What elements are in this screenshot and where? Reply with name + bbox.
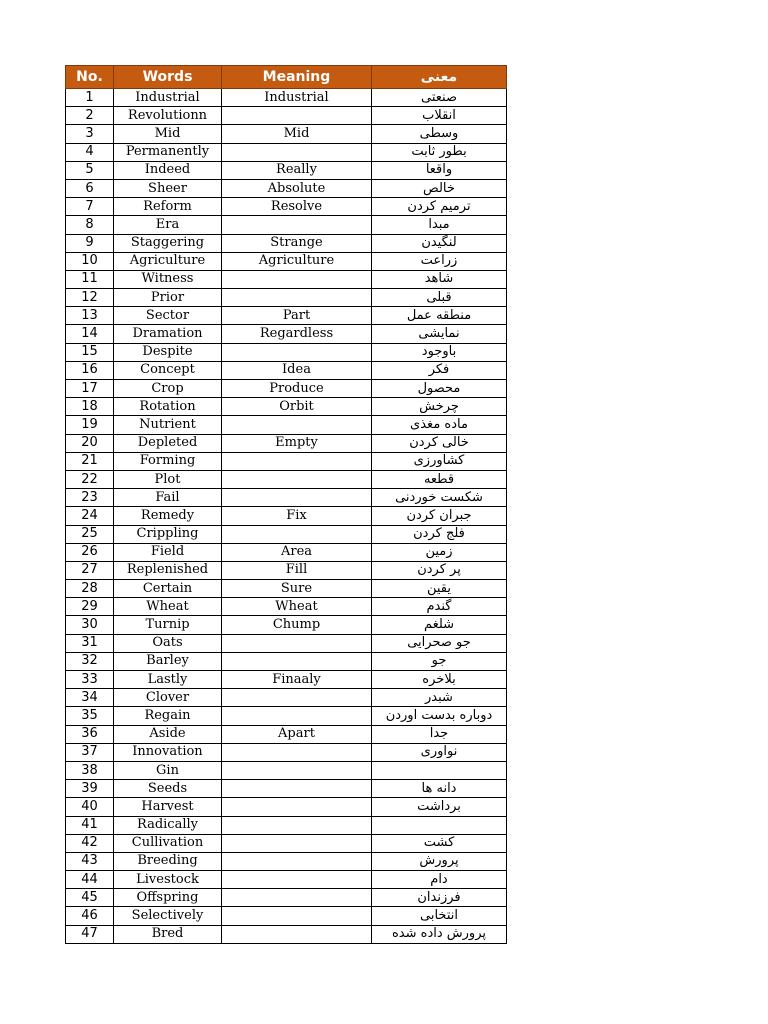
table-row: [66, 852, 507, 870]
persian-meaning-cell: یقین: [372, 580, 507, 598]
header-words: Words: [114, 66, 222, 89]
table-row: [66, 179, 507, 197]
table-row: [66, 907, 507, 925]
meaning-cell: [222, 289, 372, 307]
row-number: 21: [66, 452, 114, 470]
word-cell: Remedy: [114, 507, 222, 525]
table-row: [66, 289, 507, 307]
persian-meaning-cell: بلاخره: [372, 671, 507, 689]
row-number: 7: [66, 198, 114, 216]
table-row: [66, 361, 507, 379]
persian-meaning-cell: فرزندان: [372, 889, 507, 907]
table-row: [66, 871, 507, 889]
meaning-cell: [222, 852, 372, 870]
row-number: 16: [66, 361, 114, 379]
row-number: 31: [66, 634, 114, 652]
word-cell: Wheat: [114, 598, 222, 616]
row-number: 42: [66, 834, 114, 852]
word-cell: Rotation: [114, 398, 222, 416]
table-row: [66, 925, 507, 943]
persian-meaning-cell: منطقه عمل: [372, 307, 507, 325]
word-cell: Aside: [114, 725, 222, 743]
row-number: 20: [66, 434, 114, 452]
persian-meaning-cell: دانه ها: [372, 780, 507, 798]
persian-meaning-cell: [372, 761, 507, 779]
row-number: 29: [66, 598, 114, 616]
meaning-cell: [222, 652, 372, 670]
table-row: [66, 161, 507, 179]
table-row: [66, 525, 507, 543]
persian-meaning-cell: برداشت: [372, 798, 507, 816]
persian-meaning-cell: پر کردن: [372, 561, 507, 579]
table-row: [66, 507, 507, 525]
row-number: 37: [66, 743, 114, 761]
vocabulary-table: [65, 65, 507, 944]
meaning-cell: [222, 525, 372, 543]
persian-meaning-cell: انقلاب: [372, 107, 507, 125]
table-row: [66, 652, 507, 670]
row-number: 11: [66, 270, 114, 288]
persian-meaning-cell: جدا: [372, 725, 507, 743]
persian-meaning-cell: خالی کردن: [372, 434, 507, 452]
row-number: 22: [66, 470, 114, 488]
row-number: 45: [66, 889, 114, 907]
meaning-cell: [222, 871, 372, 889]
meaning-cell: [222, 780, 372, 798]
meaning-cell: Industrial: [222, 89, 372, 107]
meaning-cell: [222, 925, 372, 943]
persian-meaning-cell: فکر: [372, 361, 507, 379]
meaning-cell: Mid: [222, 125, 372, 143]
persian-meaning-cell: شبدر: [372, 689, 507, 707]
meaning-cell: [222, 816, 372, 834]
meaning-cell: Strange: [222, 234, 372, 252]
table-row: [66, 452, 507, 470]
table-row: [66, 671, 507, 689]
row-number: 36: [66, 725, 114, 743]
word-cell: Seeds: [114, 780, 222, 798]
word-cell: Fail: [114, 489, 222, 507]
persian-meaning-cell: زراعت: [372, 252, 507, 270]
word-cell: Mid: [114, 125, 222, 143]
table-row: [66, 616, 507, 634]
table-row: [66, 198, 507, 216]
row-number: 47: [66, 925, 114, 943]
table-row: [66, 761, 507, 779]
word-cell: Staggering: [114, 234, 222, 252]
row-number: 4: [66, 143, 114, 161]
word-cell: Forming: [114, 452, 222, 470]
meaning-cell: [222, 489, 372, 507]
table-row: [66, 561, 507, 579]
meaning-cell: [222, 889, 372, 907]
meaning-cell: [222, 761, 372, 779]
word-cell: Agriculture: [114, 252, 222, 270]
word-cell: Indeed: [114, 161, 222, 179]
meaning-cell: [222, 343, 372, 361]
persian-meaning-cell: جو صحرایی: [372, 634, 507, 652]
meaning-cell: Really: [222, 161, 372, 179]
persian-meaning-cell: کشاورزی: [372, 452, 507, 470]
table-row: [66, 470, 507, 488]
meaning-cell: [222, 216, 372, 234]
row-number: 28: [66, 580, 114, 598]
table-row: [66, 780, 507, 798]
meaning-cell: [222, 689, 372, 707]
meaning-cell: Produce: [222, 380, 372, 398]
row-number: 32: [66, 652, 114, 670]
meaning-cell: [222, 798, 372, 816]
table-row: [66, 143, 507, 161]
word-cell: Prior: [114, 289, 222, 307]
row-number: 46: [66, 907, 114, 925]
meaning-cell: [222, 834, 372, 852]
persian-meaning-cell: جو: [372, 652, 507, 670]
meaning-cell: [222, 143, 372, 161]
word-cell: Radically: [114, 816, 222, 834]
row-number: 17: [66, 380, 114, 398]
row-number: 44: [66, 871, 114, 889]
meaning-cell: Agriculture: [222, 252, 372, 270]
meaning-cell: Absolute: [222, 179, 372, 197]
persian-meaning-cell: دوباره بدست اوردن: [372, 707, 507, 725]
persian-meaning-cell: کشت: [372, 834, 507, 852]
row-number: 24: [66, 507, 114, 525]
persian-meaning-cell: خالص: [372, 179, 507, 197]
table-row: [66, 816, 507, 834]
meaning-cell: Fill: [222, 561, 372, 579]
row-number: 43: [66, 852, 114, 870]
header-row: [66, 66, 507, 89]
persian-meaning-cell: ماده مغذی: [372, 416, 507, 434]
persian-meaning-cell: مبدا: [372, 216, 507, 234]
row-number: 40: [66, 798, 114, 816]
word-cell: Nutrient: [114, 416, 222, 434]
header-persian-meaning: معنی: [372, 66, 507, 89]
persian-meaning-cell: جبران کردن: [372, 507, 507, 525]
word-cell: Oats: [114, 634, 222, 652]
persian-meaning-cell: بطور ثابت: [372, 143, 507, 161]
row-number: 12: [66, 289, 114, 307]
word-cell: Offspring: [114, 889, 222, 907]
persian-meaning-cell: پرورش: [372, 852, 507, 870]
table-row: [66, 489, 507, 507]
meaning-cell: [222, 416, 372, 434]
row-number: 35: [66, 707, 114, 725]
table-row: [66, 380, 507, 398]
table-row: [66, 798, 507, 816]
meaning-cell: Wheat: [222, 598, 372, 616]
header-meaning: Meaning: [222, 66, 372, 89]
word-cell: Turnip: [114, 616, 222, 634]
row-number: 38: [66, 761, 114, 779]
meaning-cell: [222, 707, 372, 725]
row-number: 9: [66, 234, 114, 252]
meaning-cell: Part: [222, 307, 372, 325]
meaning-cell: [222, 270, 372, 288]
word-cell: Field: [114, 543, 222, 561]
persian-meaning-cell: شکست خوردنی: [372, 489, 507, 507]
persian-meaning-cell: وسطی: [372, 125, 507, 143]
row-number: 30: [66, 616, 114, 634]
row-number: 39: [66, 780, 114, 798]
meaning-cell: [222, 634, 372, 652]
table-row: [66, 834, 507, 852]
persian-meaning-cell: شلغم: [372, 616, 507, 634]
meaning-cell: [222, 107, 372, 125]
meaning-cell: Resolve: [222, 198, 372, 216]
meaning-cell: Regardless: [222, 325, 372, 343]
word-cell: Depleted: [114, 434, 222, 452]
meaning-cell: Fix: [222, 507, 372, 525]
word-cell: Witness: [114, 270, 222, 288]
word-cell: Crippling: [114, 525, 222, 543]
row-number: 10: [66, 252, 114, 270]
table-row: [66, 343, 507, 361]
table-row: [66, 889, 507, 907]
meaning-cell: Sure: [222, 580, 372, 598]
persian-meaning-cell: صنعتی: [372, 89, 507, 107]
meaning-cell: Orbit: [222, 398, 372, 416]
meaning-cell: Chump: [222, 616, 372, 634]
row-number: 3: [66, 125, 114, 143]
word-cell: Industrial: [114, 89, 222, 107]
row-number: 1: [66, 89, 114, 107]
persian-meaning-cell: قبلی: [372, 289, 507, 307]
word-cell: Permanently: [114, 143, 222, 161]
table-row: [66, 743, 507, 761]
table-row: [66, 270, 507, 288]
table-row: [66, 234, 507, 252]
table-row: [66, 725, 507, 743]
table-row: [66, 252, 507, 270]
persian-meaning-cell: قطعه: [372, 470, 507, 488]
word-cell: Sheer: [114, 179, 222, 197]
persian-meaning-cell: ترمیم کردن: [372, 198, 507, 216]
row-number: 13: [66, 307, 114, 325]
row-number: 18: [66, 398, 114, 416]
meaning-cell: Empty: [222, 434, 372, 452]
word-cell: Certain: [114, 580, 222, 598]
table-row: [66, 125, 507, 143]
row-number: 2: [66, 107, 114, 125]
table-row: [66, 543, 507, 561]
persian-meaning-cell: چرخش: [372, 398, 507, 416]
row-number: 33: [66, 671, 114, 689]
table-row: [66, 689, 507, 707]
word-cell: Harvest: [114, 798, 222, 816]
persian-meaning-cell: انتخابی: [372, 907, 507, 925]
persian-meaning-cell: واقعا: [372, 161, 507, 179]
meaning-cell: Idea: [222, 361, 372, 379]
word-cell: Era: [114, 216, 222, 234]
persian-meaning-cell: نواوری: [372, 743, 507, 761]
persian-meaning-cell: گندم: [372, 598, 507, 616]
row-number: 27: [66, 561, 114, 579]
row-number: 25: [66, 525, 114, 543]
table-row: [66, 580, 507, 598]
word-cell: Innovation: [114, 743, 222, 761]
row-number: 6: [66, 179, 114, 197]
word-cell: Barley: [114, 652, 222, 670]
persian-meaning-cell: [372, 816, 507, 834]
word-cell: Replenished: [114, 561, 222, 579]
meaning-cell: Apart: [222, 725, 372, 743]
persian-meaning-cell: باوجود: [372, 343, 507, 361]
persian-meaning-cell: شاهد: [372, 270, 507, 288]
word-cell: Cullivation: [114, 834, 222, 852]
word-cell: Despite: [114, 343, 222, 361]
meaning-cell: Finaaly: [222, 671, 372, 689]
meaning-cell: [222, 907, 372, 925]
word-cell: Clover: [114, 689, 222, 707]
word-cell: Plot: [114, 470, 222, 488]
row-number: 19: [66, 416, 114, 434]
row-number: 5: [66, 161, 114, 179]
table-row: [66, 434, 507, 452]
word-cell: Crop: [114, 380, 222, 398]
table-row: [66, 398, 507, 416]
word-cell: Breeding: [114, 852, 222, 870]
word-cell: Selectively: [114, 907, 222, 925]
persian-meaning-cell: فلج کردن: [372, 525, 507, 543]
word-cell: Regain: [114, 707, 222, 725]
table-row: [66, 416, 507, 434]
word-cell: Dramation: [114, 325, 222, 343]
table-row: [66, 598, 507, 616]
table-row: [66, 325, 507, 343]
word-cell: Concept: [114, 361, 222, 379]
word-cell: Livestock: [114, 871, 222, 889]
persian-meaning-cell: دام: [372, 871, 507, 889]
persian-meaning-cell: نمایشی: [372, 325, 507, 343]
persian-meaning-cell: محصول: [372, 380, 507, 398]
row-number: 34: [66, 689, 114, 707]
row-number: 15: [66, 343, 114, 361]
persian-meaning-cell: لنگیدن: [372, 234, 507, 252]
table-row: [66, 89, 507, 107]
persian-meaning-cell: زمین: [372, 543, 507, 561]
meaning-cell: Area: [222, 543, 372, 561]
word-cell: Bred: [114, 925, 222, 943]
word-cell: Reform: [114, 198, 222, 216]
persian-meaning-cell: پرورش داده شده: [372, 925, 507, 943]
meaning-cell: [222, 743, 372, 761]
header-no: No.: [66, 66, 114, 89]
row-number: 41: [66, 816, 114, 834]
row-number: 26: [66, 543, 114, 561]
word-cell: Sector: [114, 307, 222, 325]
table-row: [66, 707, 507, 725]
table-row: [66, 216, 507, 234]
row-number: 8: [66, 216, 114, 234]
meaning-cell: [222, 452, 372, 470]
word-cell: Revolutionn: [114, 107, 222, 125]
table-row: [66, 107, 507, 125]
row-number: 23: [66, 489, 114, 507]
word-cell: Gin: [114, 761, 222, 779]
word-cell: Lastly: [114, 671, 222, 689]
meaning-cell: [222, 470, 372, 488]
table-row: [66, 634, 507, 652]
row-number: 14: [66, 325, 114, 343]
table-row: [66, 307, 507, 325]
